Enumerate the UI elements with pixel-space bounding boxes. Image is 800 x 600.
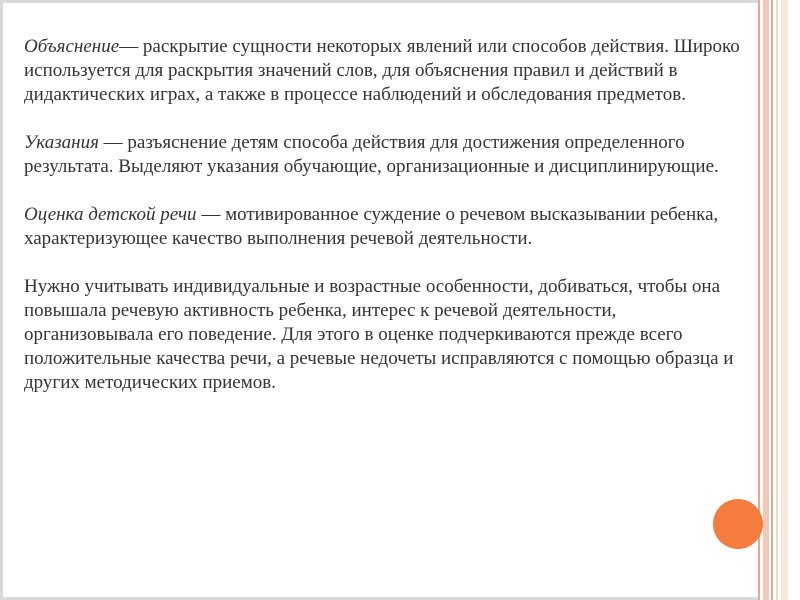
term-speech-evaluation: Оценка детской речи <box>24 204 197 225</box>
paragraph-instructions <box>24 131 744 179</box>
decorative-stripe <box>771 0 773 600</box>
guidance-text: Нужно учитывать индивидуальные и возрастные особенности, добиваться, чтобы она повышала речевую активность ребенка, интерес к речевой деятельности, организовывала его поведение. Для этого в оценке подчеркиваются прежде всего положительные качества речи, а речевые недочеты исправляются с помощью образца и других методических приемов. <box>24 276 734 393</box>
decorative-stripe <box>763 0 769 600</box>
decorative-stripe <box>781 0 788 600</box>
definition-speech-evaluation: — мотивированное суждение о речевом высказывании ребенка, характеризующее качество выполнения речевой деятельности. <box>24 204 719 249</box>
paragraph-speech-evaluation <box>24 203 744 251</box>
definition-instructions: — разъяснение детям способа действия для достижения определенного результата. Выделяют указания обучающие, организационные и дисциплинирующие. <box>24 132 719 177</box>
decorative-stripe <box>776 0 778 600</box>
frame-border-left <box>0 0 3 600</box>
decorative-circle <box>713 499 763 549</box>
term-explanation: Объяснение <box>24 36 120 57</box>
slide-body <box>24 35 744 395</box>
paragraph-explanation <box>24 35 744 107</box>
frame-border-top <box>0 0 760 3</box>
paragraph-guidance <box>24 275 744 395</box>
term-instructions: Указания <box>24 132 99 153</box>
definition-explanation: — раскрытие сущности некоторых явлений или способов действия. Широко используется для раскрытия значений слов, для объяснения правил и действий в дидактических играх, а также в процессе наблюдений и обследования предметов. <box>24 36 740 105</box>
